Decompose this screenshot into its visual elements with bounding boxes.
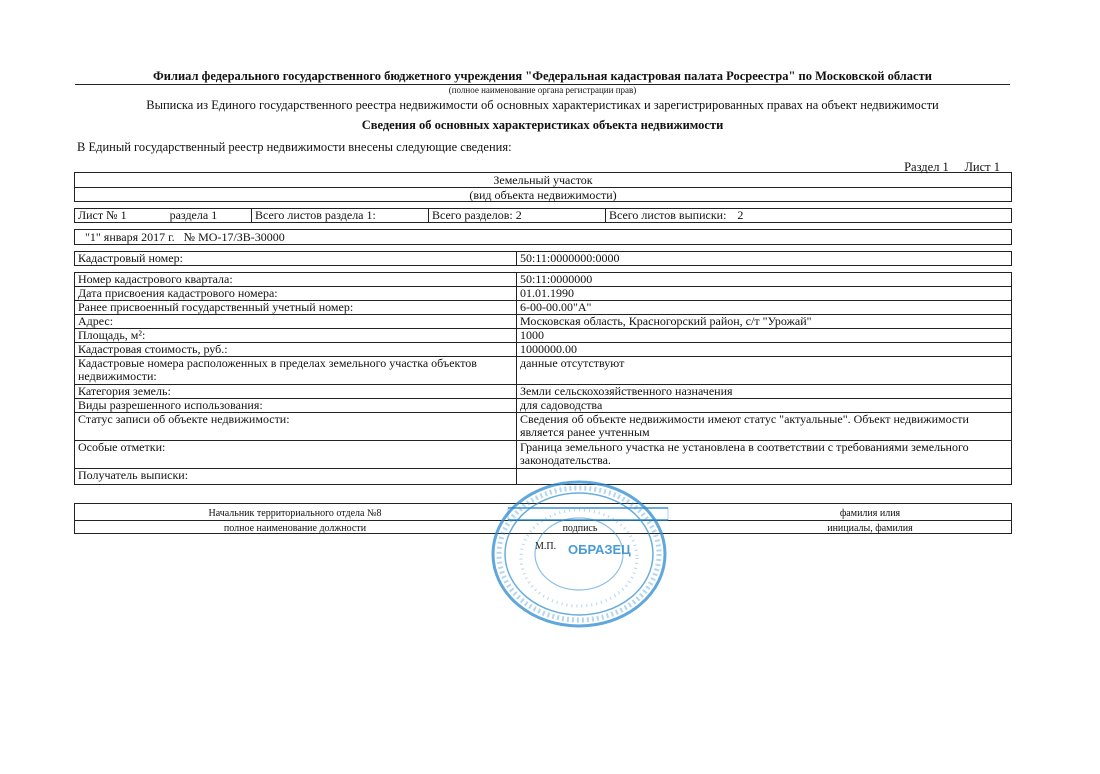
signature-caption: подпись [562, 523, 598, 534]
seal-label: М.П. [535, 541, 557, 552]
row-label: Кадастровые номера расположенных в пределах земельного участка объектов недвижимости: [75, 357, 517, 385]
row-label: Виды разрешенного использования: [75, 399, 517, 413]
row-value: данные отсутствуют [517, 357, 1012, 385]
stamp-text: ОБРАЗЕЦ [568, 542, 631, 557]
table-row [75, 315, 1012, 329]
object-type: Земельный участок [75, 173, 1011, 188]
row-label: Дата присвоения кадастрового номера: [75, 287, 517, 301]
table-row [75, 301, 1012, 315]
document-number: № МО-17/ЗВ-30000 [183, 230, 285, 244]
table-row [75, 385, 1012, 399]
organization-caption: (полное наименование органа регистрации прав) [448, 85, 637, 95]
total-sections: Всего разделов: 2 [429, 209, 606, 223]
row-value: Московская область, Красногорский район, с/т "Урожай" [517, 315, 1012, 329]
object-type-caption: (вид объекта недвижимости) [469, 188, 617, 202]
row-label: Номер кадастрового квартала: [75, 273, 517, 287]
name-caption: инициалы, фамилия [827, 523, 913, 534]
intro-text: В Единый государственный реестр недвижимости внесены следующие сведения: [77, 140, 512, 154]
document-date-number [74, 229, 1012, 245]
total-sheets-extract-label: Всего листов выписки: [609, 208, 727, 222]
section-number: раздела 1 [169, 208, 218, 222]
sheet-info-row [74, 208, 1012, 223]
document-date: "1" января 2017 г. [85, 230, 175, 244]
cadastral-number-label: Кадастровый номер: [75, 252, 517, 266]
page-title: Сведения об основных характеристиках объекта недвижимости [361, 118, 724, 132]
extract-title: Выписка из Единого государственного реестра недвижимости об основных характеристиках и зарегистрированных правах на объект недвижимости [146, 98, 939, 112]
characteristics-table [74, 272, 1012, 485]
row-value: 1000 [517, 329, 1012, 343]
row-value: Сведения об объекте недвижимости имеют статус "актуальные". Объект недвижимости является ранее учтенным [517, 413, 1012, 441]
table-row [75, 273, 1012, 287]
row-label: Получатель выписки: [75, 469, 517, 485]
table-row [75, 287, 1012, 301]
row-label: Адрес: [75, 315, 517, 329]
row-label: Особые отметки: [75, 441, 517, 469]
organization-name: Филиал федерального государственного бюджетного учреждения "Федеральная кадастровая палата Росреестра" по Московской области [153, 69, 932, 83]
table-row [75, 343, 1012, 357]
table-row [75, 357, 1012, 385]
cadastral-number-row [74, 251, 1012, 266]
total-sheets-extract-value: 2 [737, 208, 744, 222]
row-value: Граница земельного участка не установлена в соответствии с требованиями земельного законодательства. [517, 441, 1012, 469]
table-row [75, 329, 1012, 343]
table-row [75, 399, 1012, 413]
object-type-box [74, 172, 1012, 202]
row-label: Кадастровая стоимость, руб.: [75, 343, 517, 357]
sheet-label: Лист 1 [964, 160, 1000, 174]
row-label: Статус записи об объекте недвижимости: [75, 413, 517, 441]
row-value: 6-00-00.00"А" [517, 301, 1012, 315]
row-label: Площадь, м²: [75, 329, 517, 343]
sheet-number: Лист № 1 [78, 208, 127, 222]
table-row [75, 441, 1012, 469]
signer-name: фамилия илия [839, 508, 901, 519]
row-value: Земли сельскохозяйственного назначения [517, 385, 1012, 399]
cadastral-number-value: 50:11:0000000:0000 [517, 252, 1012, 266]
total-sheets-section: Всего листов раздела 1: [252, 209, 429, 223]
row-label: Категория земель: [75, 385, 517, 399]
row-value: 1000000.00 [517, 343, 1012, 357]
sheet-number-cell [75, 209, 252, 223]
row-value: для садоводства [517, 399, 1012, 413]
row-value: 50:11:0000000 [517, 273, 1012, 287]
row-value: 01.01.1990 [517, 287, 1012, 301]
section-label: Раздел 1 [904, 160, 949, 174]
row-label: Ранее присвоенный государственный учетный номер: [75, 301, 517, 315]
position-title: Начальник территориального отдела №8 [208, 508, 382, 519]
seal-stamp [488, 478, 670, 630]
table-row [75, 413, 1012, 441]
position-caption: полное наименование должности [223, 523, 367, 534]
total-sheets-extract-cell [606, 209, 1012, 223]
